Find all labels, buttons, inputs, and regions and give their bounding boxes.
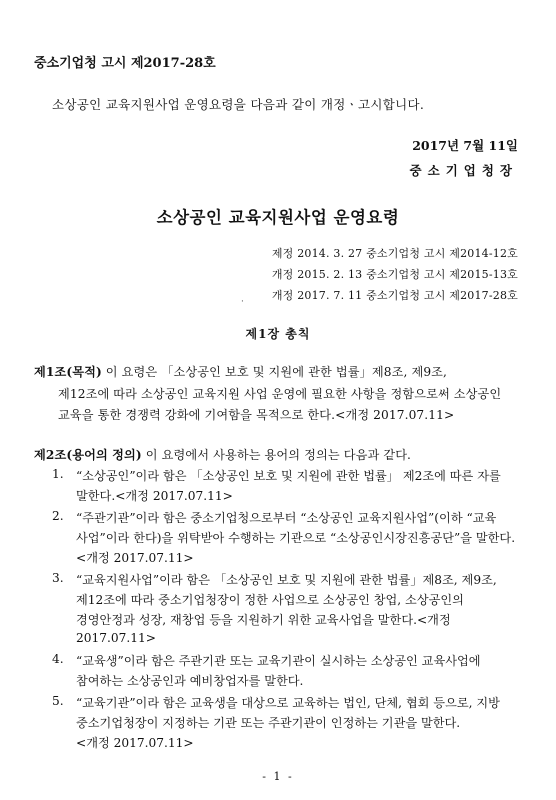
- item-number: 3.: [52, 571, 64, 585]
- item-line: 2017.07.11>: [76, 631, 156, 645]
- item-line: 사업”이라 한다)을 위탁받아 수행하는 기관으로 “소상공인시장진흥공단”을 말한다.: [76, 531, 516, 545]
- item-number: 4.: [52, 652, 64, 666]
- item-number: 1.: [52, 467, 64, 481]
- article-1-heading: 제1조(목적): [34, 365, 102, 379]
- article-1-line: 교육을 통한 경쟁력 강화에 기여함을 목적으로 한다.<개정 2017.07.11>: [58, 408, 455, 422]
- history-line: 개정 2017. 7. 11 중소기업청 고시 제2017-28호: [271, 289, 518, 302]
- article-1-line: [34, 363, 447, 380]
- history-line: 개정 2015. 2. 13 중소기업청 고시 제2015-13호: [271, 268, 518, 281]
- item-line: “교육생”이라 함은 주관기관 또는 교육기관이 실시하는 소상공인 교육사업에: [76, 654, 481, 668]
- item-line: 중소기업청장이 지정하는 기관 또는 주관기관이 인정하는 기관을 말한다.: [76, 716, 461, 730]
- item-line: <개정 2017.07.11>: [76, 736, 194, 750]
- article-1-line: 제12조에 따라 소상공인 교육지원 사업 운영에 필요한 사항을 정함으로써 소상공인: [58, 387, 502, 401]
- article-2-line: [34, 446, 411, 463]
- item-number: 5.: [52, 694, 64, 708]
- item-line: 경영안정과 성장, 재창업 등을 지원하기 위한 교육사업을 말한다.<개정: [76, 613, 451, 627]
- decorative-dot: ·: [241, 297, 244, 307]
- article-1-text: 이 요령은 「소상공인 보호 및 지원에 관한 법률」제8조, 제9조,: [101, 365, 448, 379]
- item-number: 2.: [52, 509, 64, 523]
- item-line: 말한다.<개정 2017.07.11>: [76, 489, 233, 503]
- item-line: “교육지원사업”이라 함은 「소상공인 보호 및 지원에 관한 법률」제8조, 제9조,: [76, 573, 497, 587]
- item-line: 제12조에 따라 중소기업청장이 정한 사업으로 소상공인 창업, 소상공인의: [76, 593, 464, 607]
- notice-number: 중소기업청 고시 제2017-28호: [34, 56, 216, 71]
- item-line: “교육기관”이라 함은 교육생을 대상으로 교육하는 법인, 단체, 협회 등으로, 지방: [76, 696, 500, 710]
- item-line: 참여하는 소상공인과 예비창업자를 말한다.: [76, 674, 304, 688]
- chapter-heading: 제1장 총칙: [245, 327, 311, 341]
- intro-text: 소상공인 교육지원사업 운영요령을 다음과 같이 개정ㆍ고시합니다.: [52, 97, 425, 112]
- issuer-name: 중소기업청장: [409, 163, 518, 178]
- page-number: - 1 -: [262, 770, 294, 783]
- article-2-lead: 이 요령에서 사용하는 용어의 정의는 다음과 같다.: [141, 448, 412, 462]
- document-title: 소상공인 교육지원사업 운영요령: [156, 208, 400, 227]
- item-line: <개정 2017.07.11>: [76, 551, 194, 565]
- item-line: “소상공인”이라 함은 「소상공인 보호 및 지원에 관한 법률」 제2조에 따른 자를: [76, 469, 501, 483]
- issue-date: 2017년 7월 11일: [412, 138, 518, 153]
- item-line: “주관기관”이라 함은 중소기업청으로부터 “소상공인 교육지원사업”(이하 “교육: [76, 511, 497, 525]
- article-2-heading: 제2조(용어의 정의): [34, 448, 142, 462]
- history-line: 제정 2014. 3. 27 중소기업청 고시 제2014-12호: [271, 247, 518, 260]
